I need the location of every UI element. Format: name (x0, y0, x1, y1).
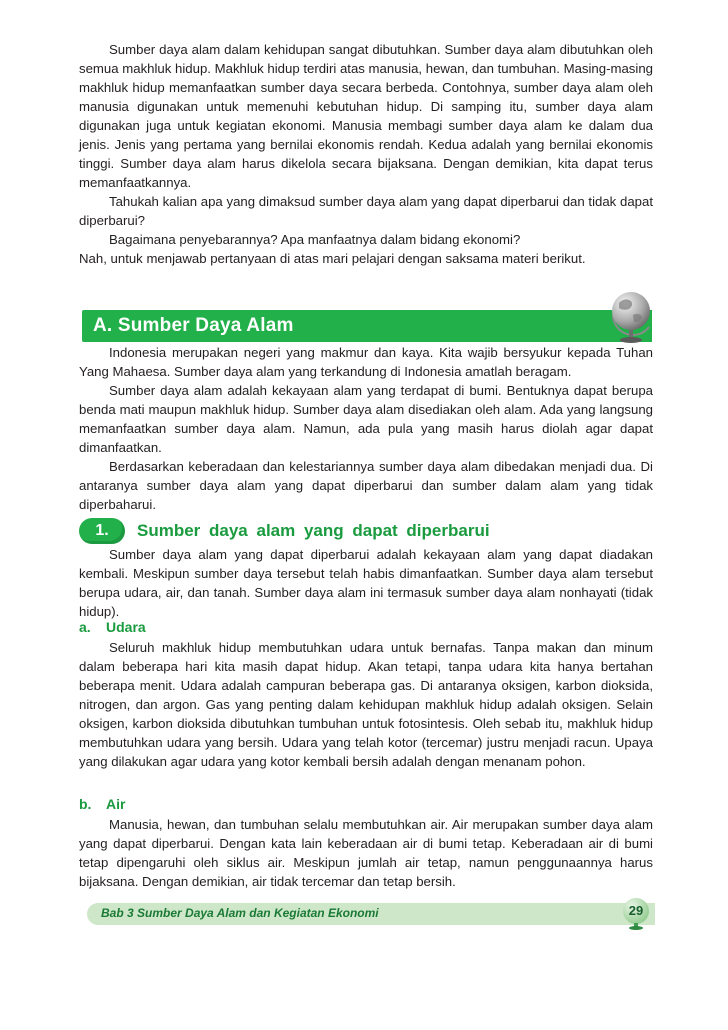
subsection-1-body (79, 545, 653, 621)
section-a-paragraph-3: Berdasarkan keberadaan dan kelestariannya sumber daya alam dibedakan menjadi dua. Di antaranya sumber daya alam yang dapat diperbarui dan sumber dalam alam yang tidak diperbaharui. (79, 459, 653, 512)
subsection-1-title: Sumber daya alam yang dapat diperbarui (137, 521, 490, 540)
air-letter: b. (79, 796, 92, 812)
udara-title: Udara (106, 619, 146, 635)
footer-bar (87, 903, 655, 925)
globe-icon (605, 287, 657, 345)
intro-paragraph: Sumber daya alam dalam kehidupan sangat dibutuhkan. Sumber daya alam dibutuhkan oleh semua makhluk hidup. Makhluk hidup terdiri atas manusia, hewan, dan tumbuhan. Masing-masing makhluk hidup memanfaatkan sumber daya secara berbeda. Contohnya, sumber daya alam oleh manusia digunakan untuk memenuhi kebutuhan hidup. Di samping itu, sumber daya alam digunakan juga untuk kegiatan ekonomi. Manusia membagi sumber daya alam ke dalam dua jenis. Jenis yang pertama yang bernilai ekonomis rendah. Kedua adalah yang bernilai ekonomis tinggi. Sumber daya alam harus dikelola secara bijaksana. Dengan demikian, kita dapat terus memanfaatkannya. (79, 42, 653, 190)
air-body (79, 815, 653, 891)
udara-letter: a. (79, 619, 91, 635)
section-a-title: A. Sumber Daya Alam (93, 315, 294, 336)
udara-paragraph: Seluruh makhluk hidup membutuhkan udara untuk bernafas. Tanpa makan dan minum dalam beberapa hari kita masih dapat hidup. Akan tetapi, tanpa udara kita hanya bertahan beberapa menit. Udara adalah campuran beberapa gas. Di antaranya oksigen, karbon dioksida, nitrogen, dan argon. Gas yang penting dalam kehidupan makhluk hidup adalah oksigen. Selain oksigen, karbon dioksida dibutuhkan tumbuhan untuk fotosintesis. Oleh sebab itu, makhluk hidup membutuhkan udara yang bersih. Udara yang telah kotor (tercemar) justru menjadi racun. Upaya yang dilakukan agar udara yang kotor kembali bersih adalah dengan menanam pohon. (79, 640, 653, 769)
intro-question-1: Tahukah kalian apa yang dimaksud sumber daya alam yang dapat diperbarui dan tidak dapat diperbarui? (79, 194, 653, 228)
intro-question-2: Bagaimana penyebarannya? Apa manfaatnya dalam bidang ekonomi? (109, 232, 521, 247)
section-a-header (82, 310, 652, 342)
page-number: 29 (628, 903, 644, 918)
section-a-paragraph-1: Indonesia merupakan negeri yang makmur dan kaya. Kita wajib bersyukur kepada Tuhan Yang Mahaesa. Sumber daya alam yang terkandung di Indonesia amatlah beragam. (79, 345, 653, 379)
subsection-1-header (79, 518, 579, 546)
intro-closing: Nah, untuk menjawab pertanyaan di atas mari pelajari dengan saksama materi berikut. (79, 251, 586, 266)
section-a-paragraph-2: Sumber daya alam adalah kekayaan alam yang terdapat di bumi. Bentuknya dapat berupa benda mati maupun makhluk hidup. Sumber daya alam disediakan oleh alam. Ada yang langsung memanfaatkan sumber daya alam. Namun, ada pula yang masih harus diolah agar dapat dimanfaatkan. (79, 383, 653, 455)
subsection-1-paragraph: Sumber daya alam yang dapat diperbarui adalah kekayaan alam yang dapat diadakan kembali. Meskipun sumber daya tersebut telah habis dimanfaatkan. Sumber daya alam tersebut berupa udara, air, dan tanah. Sumber daya alam ini termasuk sumber daya alam nonhayati (tidak hidup). (79, 547, 653, 619)
intro-text (79, 40, 653, 268)
udara-body (79, 638, 653, 771)
air-title: Air (106, 796, 126, 812)
section-a-body (79, 343, 653, 514)
air-paragraph: Manusia, hewan, dan tumbuhan selalu membutuhkan air. Air merupakan sumber daya alam yang dapat diperbarui. Dengan kata lain keberadaan air di bumi tetap. Keberadaan air di bumi tetap dipengaruhi oleh siklus air. Meskipun jumlah air tetap, namun penggunaannya harus bijaksana. Dengan demikian, air tidak tercemar dan tetap bersih. (79, 817, 653, 889)
udara-header (79, 619, 146, 635)
footer-chapter: Bab 3 Sumber Daya Alam dan Kegiatan Ekonomi (101, 906, 379, 920)
air-header (79, 796, 125, 812)
subsection-number-badge: 1. (79, 518, 125, 544)
